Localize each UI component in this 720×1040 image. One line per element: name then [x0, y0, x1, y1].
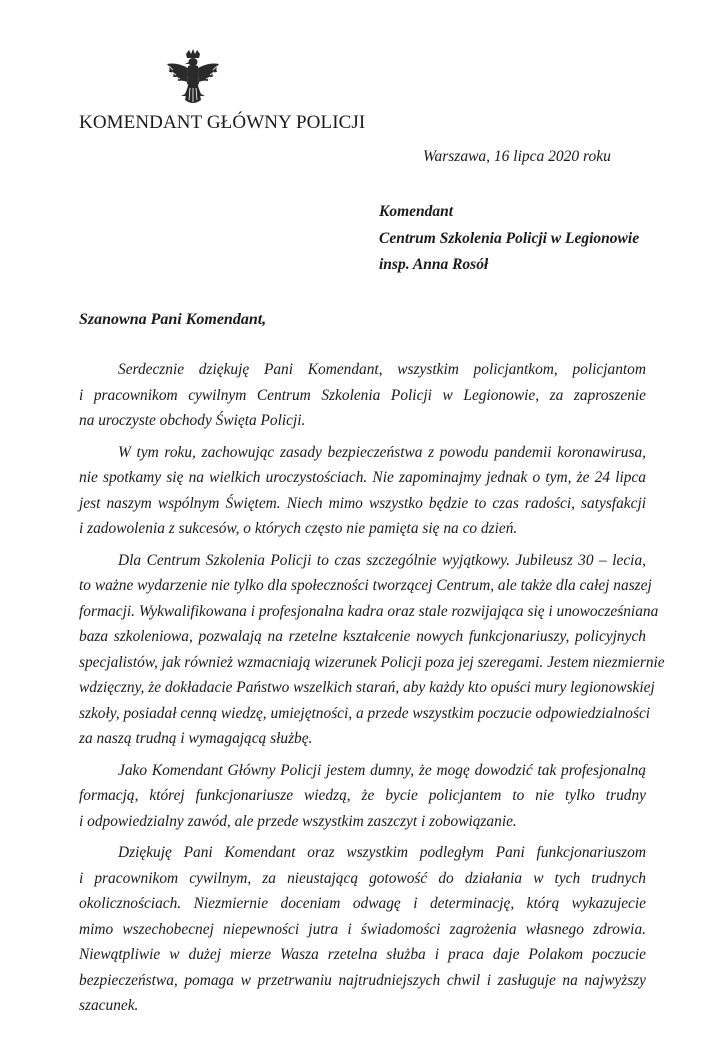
text-line: i pracownikom cywilnym Centrum Szkolenia Policji w Legionowie, za zaproszenie — [79, 386, 646, 404]
text-line: i odpowiedzialny zawód, ale przede wszystkim zaszczyt i zobowiązanie. — [79, 812, 517, 830]
text-line: wdzięczny, że dokładacie Państwo wszelkich starań, aby każdy kto opuści mury legionowskiej — [79, 679, 655, 696]
text-line: mimo wszechobecnej niepewności jutra i świadomości zagrożenia własnego zdrowia. — [79, 920, 646, 938]
text-line: to ważne wydarzenie nie tylko dla społeczności tworzącej Centrum, ale także dla całej naszej — [79, 577, 652, 594]
text-line: i zadowolenia z sukcesów, o których często nie pamięta się na co dzień. — [79, 520, 518, 537]
text-line: i pracownikom cywilnym, za nieustającą gotowość do działania w tych trudnych — [79, 869, 646, 887]
text-line: specjalistów, jak również wzmacniają wizerunek Policji poza jej szeregami. Jestem niezmiernie — [79, 653, 665, 671]
text-line: nie spotkamy się na wielkich uroczystościach. Nie zapominajmy jednak o tym, że 24 lipca — [79, 469, 646, 486]
text-line: W tym roku, zachowując zasady bezpieczeństwa z powodu pandemii koronawirusa, — [118, 443, 646, 461]
addressee-institution: Centrum Szkolenia Policji w Legionowie — [379, 229, 640, 247]
organization-name: KOMENDANT GŁÓWNY POLICJI — [79, 112, 366, 133]
paragraph-2 — [79, 440, 646, 542]
text-line: okolicznościach. Niezmiernie doceniam odwagę i determinację, którą wykazujecie — [79, 895, 646, 912]
text-line: bezpieczeństwa, pomaga w przetrwaniu najtrudniejszych chwil i zasługuje na najwyższy — [79, 971, 646, 989]
white-eagle-emblem-icon — [163, 48, 223, 112]
addressee-title: Komendant — [379, 203, 454, 220]
letter-date: Warszawa, 16 lipca 2020 roku — [423, 148, 611, 165]
text-line: na uroczyste obchody Święta Policji. — [79, 412, 306, 429]
text-line: Niewątpliwie w dużej mierze Wasza rzetelna służba i praca daje Polakom poczucie — [79, 946, 646, 963]
text-line: szacunek. — [79, 997, 139, 1014]
text-line: baza szkoleniowa, pozwalają na rzetelne kształcenie nowych funkcjonariuszy, policyjnych — [79, 628, 646, 645]
text-line: jest naszym wspólnym Świętem. Niech mimo wszystko będzie to czas radości, satysfakcji — [79, 494, 646, 512]
text-line: formacji. Wykwalifikowana i profesjonalna kadra oraz stale rozwijająca się i unowocześniana — [79, 602, 659, 620]
text-line: Serdecznie dziękuję Pani Komendant, wszystkim policjantkom, policjantom — [118, 361, 646, 378]
text-line: za naszą trudną i wymagającą służbę. — [79, 730, 313, 747]
paragraph-4 — [79, 758, 646, 835]
text-line: szkoły, posiadał cenną wiedzę, umiejętności, a przede wszystkim poczucie odpowiedzialności — [79, 704, 651, 722]
text-line: Jako Komendant Główny Policji jestem dumny, że mogę dowodzić tak profesjonalną — [118, 761, 646, 779]
salutation: Szanowna Pani Komendant, — [79, 311, 267, 328]
text-line: Dziękuję Pani Komendant oraz wszystkim podległym Pani funkcjonariuszom — [118, 844, 646, 861]
paragraph-5 — [79, 840, 646, 1019]
addressee-name: insp. Anna Rosół — [379, 256, 489, 273]
letter-body — [79, 357, 665, 1025]
paragraph-1 — [79, 357, 646, 434]
paragraph-3 — [79, 548, 665, 752]
addressee-block — [379, 199, 639, 279]
text-line: formacją, której funkcjonariusze wiedzą, że bycie policjantem to nie tylko trudny — [79, 787, 646, 804]
text-line: Dla Centrum Szkolenia Policji to czas szczególnie wyjątkowy. Jubileusz 30 – lecia, — [118, 551, 646, 569]
